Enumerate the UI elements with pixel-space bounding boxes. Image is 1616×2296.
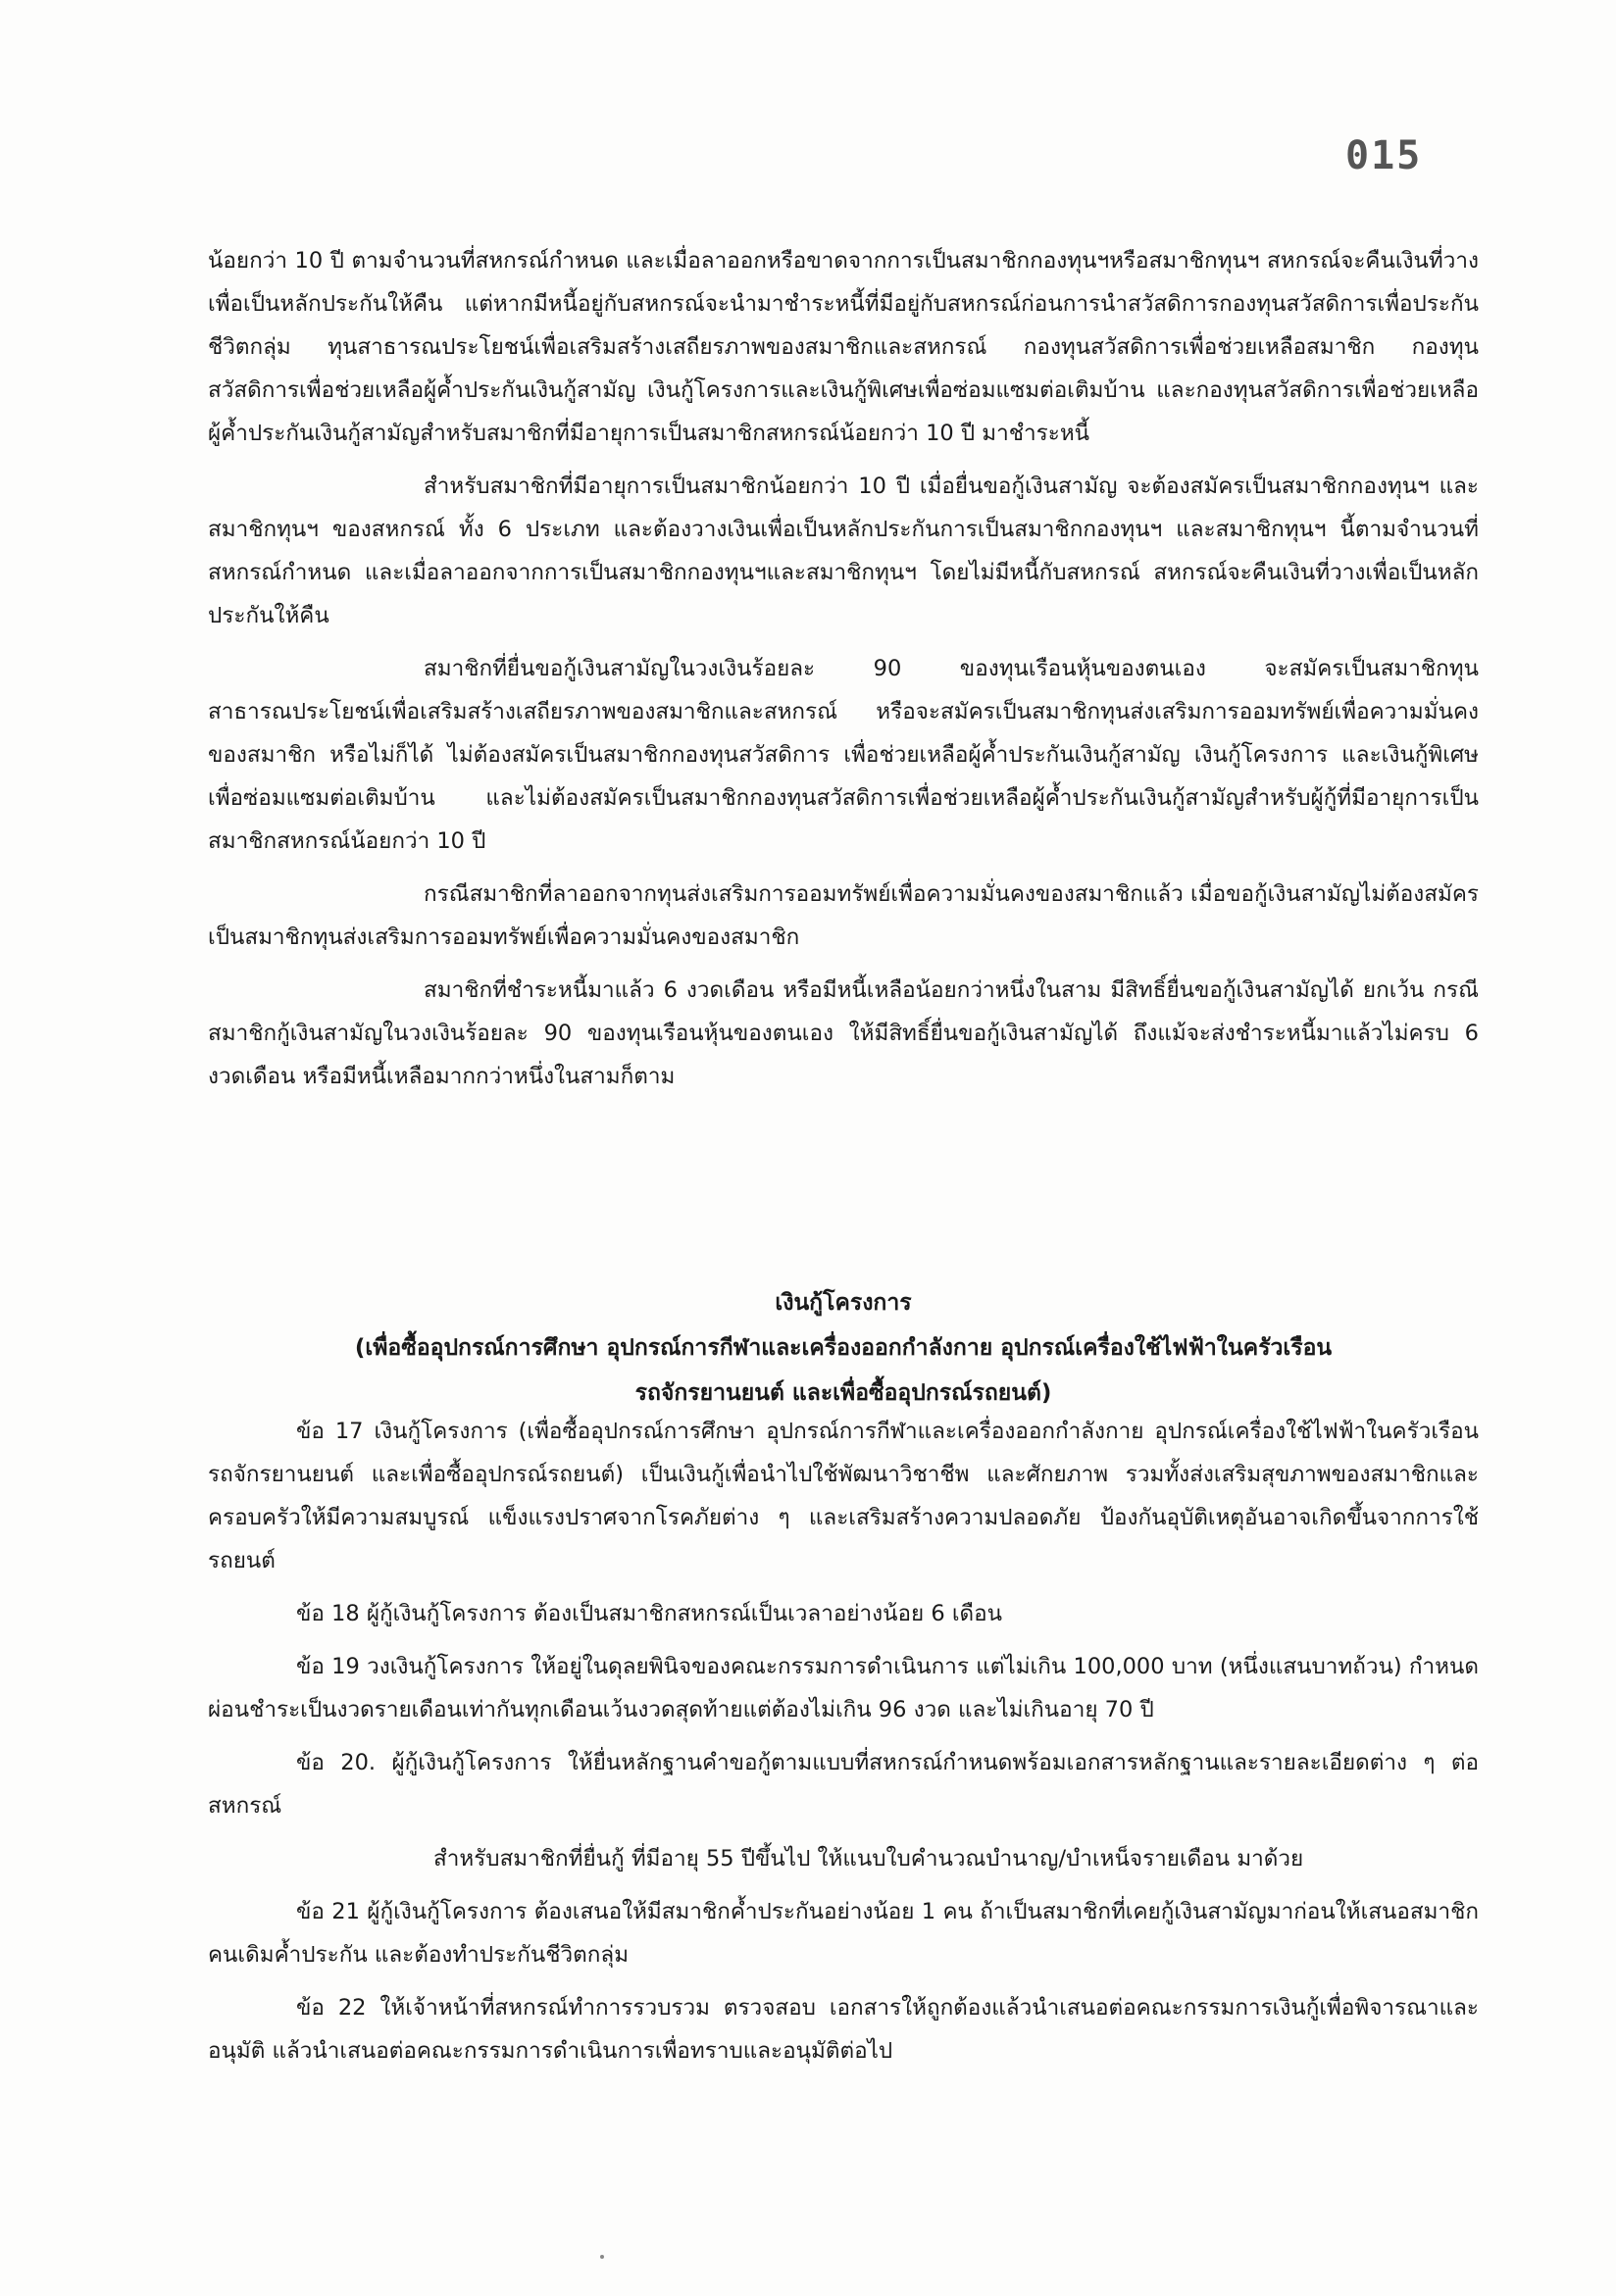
clause: ข้อ 19 วงเงินกู้โครงการ ให้อยู่ในดุลยพินิจของคณะกรรมการดำเนินการ แต่ไม่เกิน 100,000 บาท (หนึ่งแสนบาทถ้วน) กำหนดผ่อนชำระเป็นงวดรายเดือนเท่ากันทุกเดือนเว้นงวดสุดท้ายแต่ต้องไม่เกิน 96 งวด และไม่เกินอายุ 70 ปี [208,1654,1479,1722]
heading-subtitle: (เพื่อซื้ออุปกรณ์การศึกษา อุปกรณ์การกีฬาและเครื่องออกกำลังกาย อุปกรณ์เครื่องใช้ไฟฟ้าในครัวเรือน [354,1335,1333,1361]
heading-title: เงินกู้โครงการ [775,1290,912,1316]
paragraph: สมาชิกที่ชำระหนี้มาแล้ว 6 งวดเดือน หรือมีหนี้เหลือน้อยกว่าหนึ่งในสาม มีสิทธิ์ยื่นขอกู้เงินสามัญได้ ยกเว้น กรณีสมาชิกกู้เงินสามัญในวงเงินร้อยละ 90 ของทุนเรือนหุ้นของตนเอง ให้มีสิทธิ์ยื่นขอกู้เงินสามัญได้ ถึงแม้จะส่งชำระหนี้มาแล้วไม่ครบ 6 งวดเดือน หรือมีหนี้เหลือมากกว่าหนึ่งในสามก็ตาม [208,977,1479,1089]
heading-subtitle-cont: รถจักรยานยนต์ และเพื่อซื้ออุปกรณ์รถยนต์) [634,1380,1052,1406]
clause: ข้อ 17 เงินกู้โครงการ (เพื่อซื้ออุปกรณ์การศึกษา อุปกรณ์การกีฬาและเครื่องออกกำลังกาย อุปกรณ์เครื่องใช้ไฟฟ้าในครัวเรือน รถจักรยานยนต์ และเพื่อซื้ออุปกรณ์รถยนต์) เป็นเงินกู้เพื่อนำไปใช้พัฒนาวิชาชีพ และศักยภาพ รวมทั้งส่งเสริมสุขภาพของสมาชิกและครอบครัวให้มีความสมบูรณ์ แข็งแรงปราศจากโรคภัยต่าง ๆ และเสริมสร้างความปลอดภัย ป้องกันอุบัติเหตุอันอาจเกิดขึ้นจากการใช้รถยนต์ [208,1419,1479,1573]
clause-note: สำหรับสมาชิกที่ยื่นกู้ ที่มีอายุ 55 ปีขึ้นไป ให้แนบใบคำนวณบำนาญ/บำเหน็จรายเดือน มาด้วย [433,1846,1304,1872]
paragraph: สำหรับสมาชิกที่มีอายุการเป็นสมาชิกน้อยกว่า 10 ปี เมื่อยื่นขอกู้เงินสามัญ จะต้องสมัครเป็นสมาชิกกองทุนฯ และสมาชิกทุนฯ ของสหกรณ์ ทั้ง 6 ประเภท และต้องวางเงินเพื่อเป็นหลักประกันการเป็นสมาชิกกองทุนฯ และสมาชิกทุนฯ นี้ตามจำนวนที่สหกรณ์กำหนด และเมื่อลาออกจากการเป็นสมาชิกกองทุนฯและสมาชิกทุนฯ โดยไม่มีหนี้กับสหกรณ์ สหกรณ์จะคืนเงินที่วางเพื่อเป็นหลักประกันให้คืน [208,474,1479,628]
clauses-section [208,1410,1479,2082]
scan-speck [600,2255,604,2259]
clause: ข้อ 21 ผู้กู้เงินกู้โครงการ ต้องเสนอให้มีสมาชิกค้ำประกันอย่างน้อย 1 คน ถ้าเป็นสมาชิกที่เคยกู้เงินสามัญมาก่อนให้เสนอสมาชิกคนเดิมค้ำประกัน และต้องทำประกันชีวิตกลุ่ม [208,1899,1479,1968]
paragraph: สมาชิกที่ยื่นขอกู้เงินสามัญในวงเงินร้อยละ 90 ของทุนเรือนหุ้นของตนเอง จะสมัครเป็นสมาชิกทุนสาธารณประโยชน์เพื่อเสริมสร้างเสถียรภาพของสมาชิกและสหกรณ์ หรือจะสมัครเป็นสมาชิกทุนส่งเสริมการออมทรัพย์เพื่อความมั่นคงของสมาชิก หรือไม่ก็ได้ ไม่ต้องสมัครเป็นสมาชิกกองทุนสวัสดิการ เพื่อช่วยเหลือผู้ค้ำประกันเงินกู้สามัญ เงินกู้โครงการ และเงินกู้พิเศษเพื่อซ่อมแซมต่อเติมบ้าน และไม่ต้องสมัครเป็นสมาชิกกองทุนสวัสดิการเพื่อช่วยเหลือผู้ค้ำประกันเงินกู้สามัญสำหรับผู้กู้ที่มีอายุการเป็นสมาชิกสหกรณ์น้อยกว่า 10 ปี [208,656,1479,854]
section-heading [208,1280,1479,1416]
body-text [208,239,1479,1108]
clause: ข้อ 18 ผู้กู้เงินกู้โครงการ ต้องเป็นสมาชิกสหกรณ์เป็นเวลาอย่างน้อย 6 เดือน [296,1601,1003,1626]
paragraph: น้อยกว่า 10 ปี ตามจำนวนที่สหกรณ์กำหนด และเมื่อลาออกหรือขาดจากการเป็นสมาชิกกองทุนฯหรือสมาชิกทุนฯ สหกรณ์จะคืนเงินที่วางเพื่อเป็นหลักประกันให้คืน แต่หากมีหนี้อยู่กับสหกรณ์จะนำมาชำระหนี้ที่มีอยู่กับสหกรณ์ก่อนการนำสวัสดิการกองทุนสวัสดิการเพื่อประกันชีวิตกลุ่ม ทุนสาธารณประโยชน์เพื่อเสริมสร้างเสถียรภาพของสมาชิกและสหกรณ์ กองทุนสวัสดิการเพื่อช่วยเหลือสมาชิก กองทุนสวัสดิการเพื่อช่วยเหลือผู้ค้ำประกันเงินกู้สามัญ เงินกู้โครงการและเงินกู้พิเศษเพื่อซ่อมแซมต่อเติมบ้าน และกองทุนสวัสดิการเพื่อช่วยเหลือผู้ค้ำประกันเงินกู้สามัญสำหรับสมาชิกที่มีอายุการเป็นสมาชิกสหกรณ์น้อยกว่า 10 ปี มาชำระหนี้ [208,248,1479,446]
clause: ข้อ 22 ให้เจ้าหน้าที่สหกรณ์ทำการรวบรวม ตรวจสอบ เอกสารให้ถูกต้องแล้วนำเสนอต่อคณะกรรมการเงินกู้เพื่อพิจารณาและอนุมัติ แล้วนำเสนอต่อคณะกรรมการดำเนินการเพื่อทราบและอนุมัติต่อไป [208,1995,1479,2064]
clause: ข้อ 20. ผู้กู้เงินกู้โครงการ ให้ยื่นหลักฐานคำขอกู้ตามแบบที่สหกรณ์กำหนดพร้อมเอกสารหลักฐานและรายละเอียดต่าง ๆ ต่อสหกรณ์ [208,1750,1479,1819]
paragraph: กรณีสมาชิกที่ลาออกจากทุนส่งเสริมการออมทรัพย์เพื่อความมั่นคงของสมาชิกแล้ว เมื่อขอกู้เงินสามัญไม่ต้องสมัครเป็นสมาชิกทุนส่งเสริมการออมทรัพย์เพื่อความมั่นคงของสมาชิก [208,881,1479,950]
page-number: 015 [1345,133,1423,178]
